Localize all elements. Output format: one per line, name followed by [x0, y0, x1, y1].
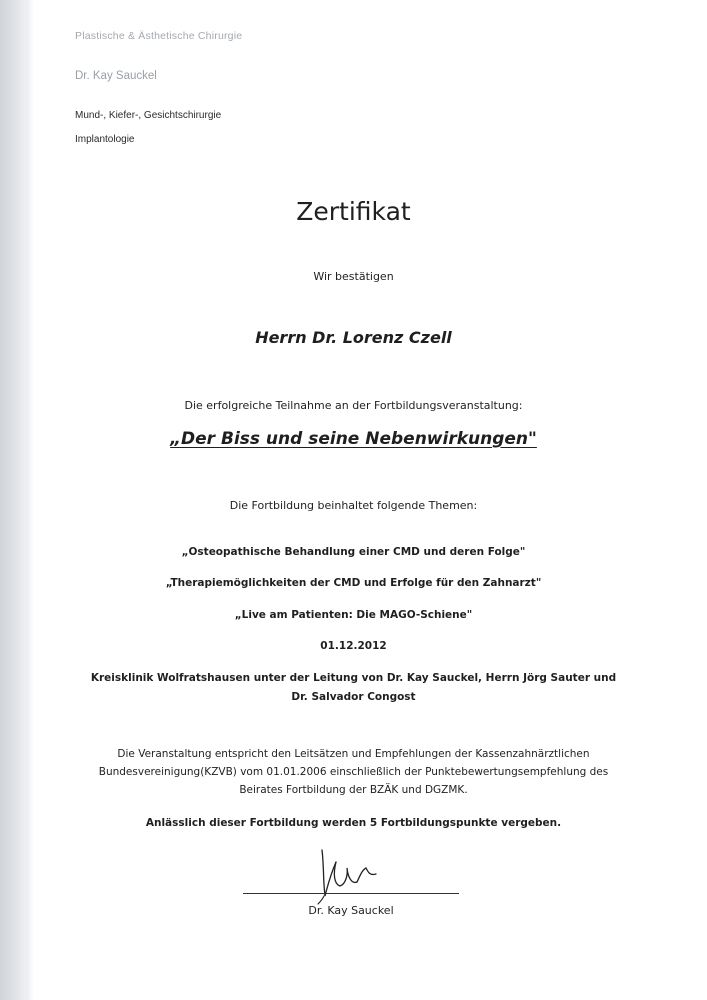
regulation-text	[0, 745, 707, 799]
topic-item: „Therapiemöglichkeiten der CMD und Erfolge für den Zahnarzt"	[165, 577, 542, 589]
certificate-title: Zertifikat	[296, 197, 411, 226]
handwritten-signature	[300, 838, 410, 908]
points-line: Anlässlich dieser Fortbildung werden 5 Fortbildungspunkte vergeben.	[145, 817, 562, 829]
signature-line	[243, 893, 459, 894]
venue-line: Kreisklinik Wolfratshausen unter der Leitung von Dr. Kay Sauckel, Herrn Jörg Sauter und	[90, 672, 617, 684]
signatory-name: Dr. Kay Sauckel	[308, 904, 394, 917]
topics-intro: Die Fortbildung beinhaltet folgende Themen:	[229, 499, 478, 512]
regulation-line: Bundesvereinigung(KZVB) vom 01.01.2006 einschließlich der Punktebewertungsempfehlung des	[98, 766, 609, 778]
regulation-line: Beirates Fortbildung der BZÄK und DGZMK.	[239, 784, 468, 796]
regulation-line: Die Veranstaltung entspricht den Leitsätzen und Empfehlungen der Kassenzahnärztlichen	[117, 748, 590, 760]
venue-text	[0, 669, 707, 707]
event-title: „Der Biss und seine Nebenwirkungen"	[170, 429, 537, 449]
recipient-name: Herrn Dr. Lorenz Czell	[255, 328, 452, 347]
confirm-line: Wir bestätigen	[313, 270, 394, 283]
topic-item: „Live am Patienten: Die MAGO-Schiene"	[234, 609, 473, 621]
letterhead-doctor-name: Dr. Kay Sauckel	[75, 70, 157, 82]
topic-item: „Osteopathische Behandlung einer CMD und deren Folge"	[181, 546, 526, 558]
participation-line: Die erfolgreiche Teilnahme an der Fortbildungsveranstaltung:	[184, 399, 523, 412]
event-date: 01.12.2012	[320, 640, 387, 652]
letterhead-practice-name: Plastische & Ästhetische Chirurgie	[75, 30, 243, 42]
letterhead-specialty-implantology: Implantologie	[75, 134, 135, 145]
letterhead-specialty-surgery: Mund-, Kiefer-, Gesichtschirurgie	[75, 110, 222, 121]
venue-line: Dr. Salvador Congost	[291, 691, 416, 703]
